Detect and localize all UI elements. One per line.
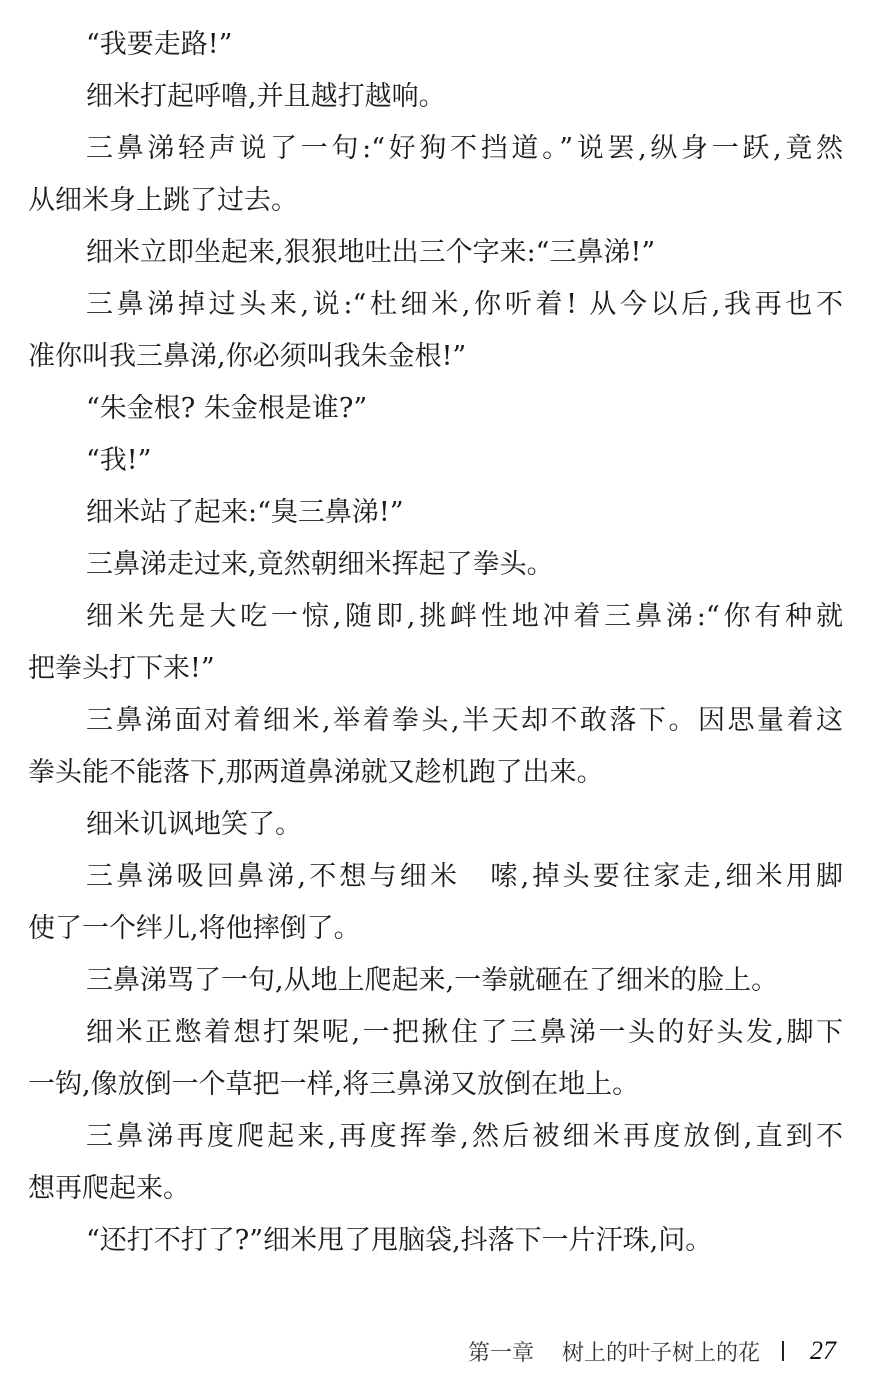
text-line: 三鼻涕再度爬起来,再度挥拳,然后被细米再度放倒,直到不 bbox=[86, 1121, 843, 1152]
paragraph bbox=[28, 487, 843, 539]
text-line: 三鼻涕走过来,竟然朝细米挥起了拳头。 bbox=[86, 549, 554, 580]
paragraph bbox=[28, 435, 843, 487]
text-line: 三鼻涕骂了一句,从地上爬起来,一拳就砸在了细米的脸上。 bbox=[86, 965, 779, 996]
text-line: 三鼻涕轻声说了一句:“好狗不挡道。”说罢,纵身一跃,竟然 bbox=[86, 133, 843, 164]
text-line: 拳头能不能落下,那两道鼻涕就又趁机跑了出来。 bbox=[28, 757, 604, 788]
paragraph bbox=[28, 695, 843, 799]
paragraph bbox=[28, 591, 843, 695]
text-line: 准你叫我三鼻涕,你必须叫我朱金根!” bbox=[28, 341, 467, 372]
paragraph bbox=[28, 851, 843, 955]
footer-divider bbox=[782, 1341, 784, 1361]
text-line: “还打不打了?”细米甩了甩脑袋,抖落下一片汗珠,问。 bbox=[86, 1225, 713, 1256]
body-text bbox=[28, 19, 843, 1267]
text-line: “朱金根? 朱金根是谁?” bbox=[86, 393, 368, 424]
paragraph bbox=[28, 799, 843, 851]
paragraph bbox=[28, 71, 843, 123]
page-number: 27 bbox=[810, 1336, 837, 1365]
chapter-label: 第一章 bbox=[468, 1340, 535, 1366]
text-line: 细米立即坐起来,狠狠地吐出三个字来:“三鼻涕!” bbox=[86, 237, 656, 268]
paragraph bbox=[28, 1215, 843, 1267]
paragraph bbox=[28, 1007, 843, 1111]
text-line: 细米正憋着想打架呢,一把揪住了三鼻涕一头的好头发,脚下 bbox=[86, 1017, 843, 1048]
paragraph bbox=[28, 279, 843, 383]
text-line: 把拳头打下来!” bbox=[28, 653, 215, 684]
text-line: “我要走路!” bbox=[86, 29, 233, 60]
paragraph bbox=[28, 227, 843, 279]
text-line: 从细米身上跳了过去。 bbox=[28, 185, 298, 216]
text-line: “我!” bbox=[86, 445, 152, 476]
text-line: 三鼻涕吸回鼻涕,不想与细米 嗦,掉头要往家走,细米用脚 bbox=[86, 861, 843, 892]
text-line: 细米站了起来:“臭三鼻涕!” bbox=[86, 497, 404, 528]
text-line: 想再爬起来。 bbox=[28, 1173, 190, 1204]
text-line: 细米讥讽地笑了。 bbox=[86, 809, 302, 840]
text-line: 三鼻涕掉过头来,说:“杜细米,你听着! 从今以后,我再也不 bbox=[86, 289, 843, 320]
text-line: 一钩,像放倒一个草把一样,将三鼻涕又放倒在地上。 bbox=[28, 1069, 640, 1100]
paragraph bbox=[28, 1111, 843, 1215]
paragraph bbox=[28, 539, 843, 591]
text-line: 细米先是大吃一惊,随即,挑衅性地冲着三鼻涕:“你有种就 bbox=[86, 601, 843, 632]
chapter-title: 树上的叶子树上的花 bbox=[562, 1340, 761, 1366]
paragraph bbox=[28, 123, 843, 227]
paragraph bbox=[28, 19, 843, 71]
page-footer bbox=[468, 1334, 836, 1368]
text-line: 使了一个绊儿,将他摔倒了。 bbox=[28, 913, 361, 944]
text-line: 细米打起呼噜,并且越打越响。 bbox=[86, 81, 446, 112]
paragraph bbox=[28, 383, 843, 435]
paragraph bbox=[28, 955, 843, 1007]
text-line: 三鼻涕面对着细米,举着拳头,半天却不敢落下。因思量着这 bbox=[86, 705, 843, 736]
